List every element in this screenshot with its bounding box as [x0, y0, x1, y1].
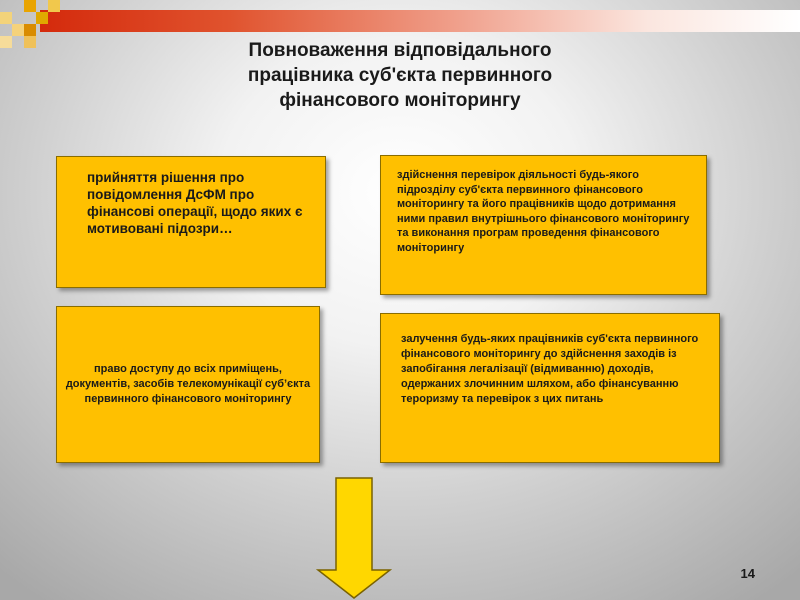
- page-number: 14: [740, 566, 755, 581]
- power-box-access: [56, 306, 320, 463]
- slide-title: [150, 38, 650, 113]
- power-box-inspections-text: здійснення перевірок діяльності будь-якого підрозділу суб'єкта первинного фінансового моніторингу та його працівників щодо дотримання ними правил внутрішнього фінансового моніторингу та виконання програм проведення фінансового моніторингу: [397, 169, 690, 254]
- arrow-down-icon: [316, 476, 392, 600]
- power-box-involvement: [380, 313, 720, 463]
- power-box-involvement-text: залучення будь-яких працівників суб'єкта первинного фінансового моніторингу до здійснення заходів із запобігання легалізації (відмиванню) доходів, одержаних злочинним шляхом, або фінансуванню тероризму та перевірок з цих питань: [401, 333, 699, 405]
- title-line-3: фінансового моніторингу: [279, 90, 521, 111]
- power-box-decision-text: прийняття рішення про повідомлення ДсФМ про фінансові операції, щодо яких є мотивовані підозри…: [87, 170, 303, 236]
- power-box-access-text: право доступу до всіх приміщень, документів, засобів телекомунікації суб’єкта первинного фінансового моніторингу: [65, 363, 311, 405]
- power-box-decision: [56, 156, 326, 288]
- power-box-inspections: [380, 155, 707, 295]
- header-decor-bar: [40, 10, 800, 32]
- title-line-1: Повноваження відповідального: [248, 40, 552, 61]
- title-line-2: працівника суб'єкта первинного: [247, 65, 553, 86]
